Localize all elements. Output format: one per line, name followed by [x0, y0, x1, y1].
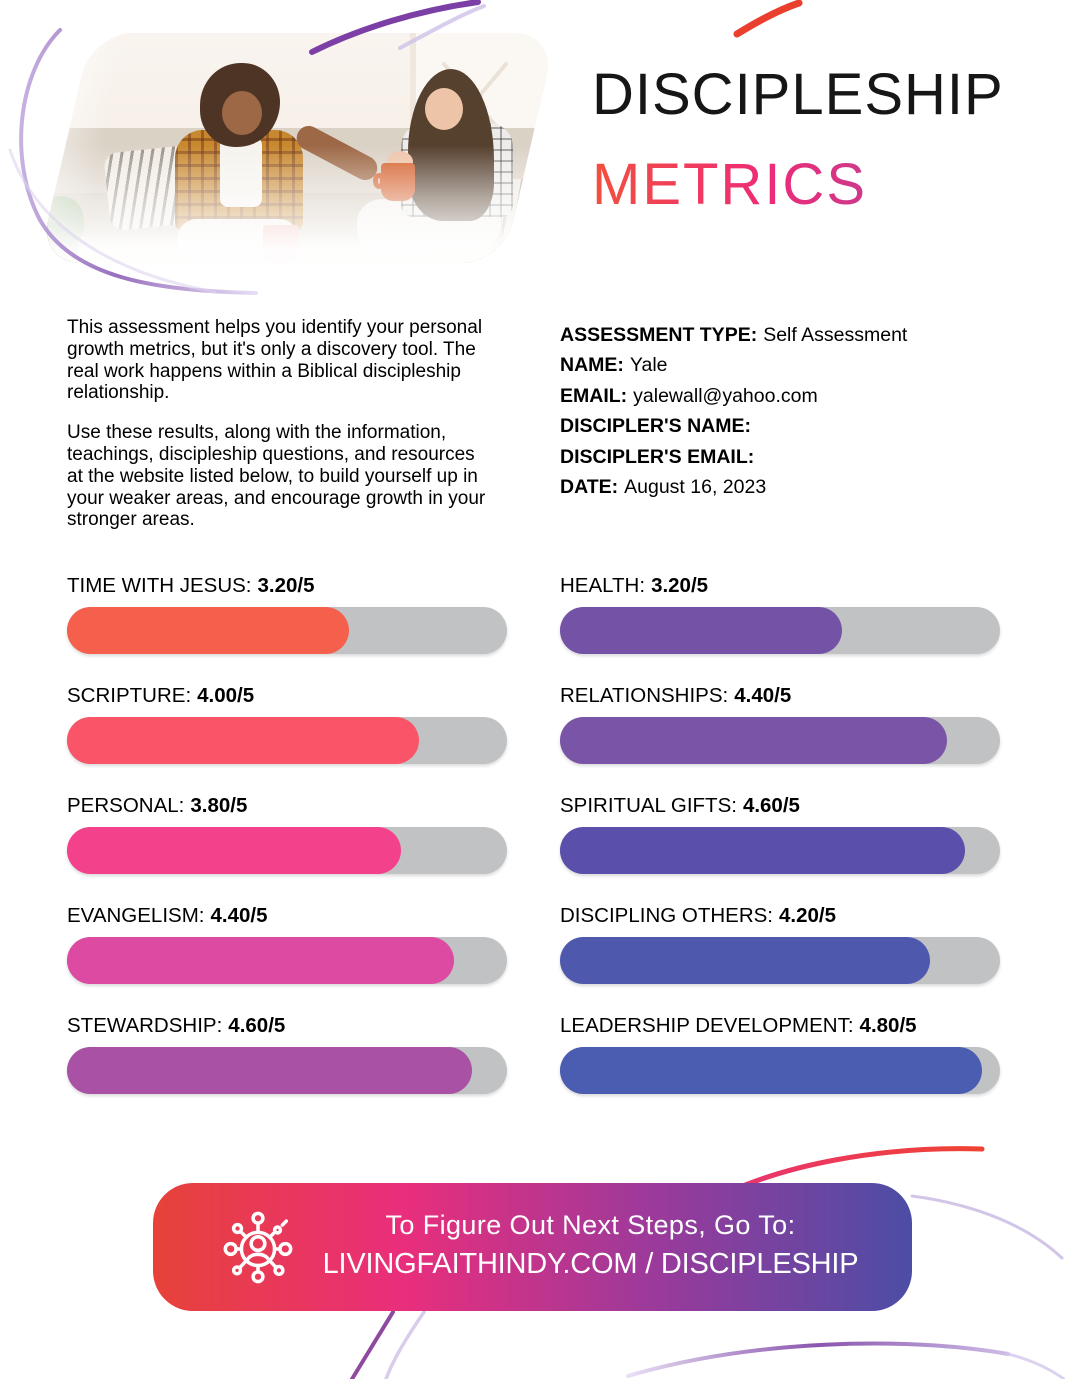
metric-progress-track [67, 937, 507, 984]
photo-woman-left-face [222, 91, 262, 135]
metric-score: 4.00/5 [197, 684, 255, 707]
detail-row-assessment-type: ASSESSMENT TYPE: Self Assessment [560, 324, 908, 346]
metric-progress-track [67, 717, 507, 764]
photo-woman-right-face [425, 88, 463, 130]
metric-time-with-jesus: TIME WITH JESUS: 3.20/5 [67, 573, 507, 683]
metric-progress-fill [560, 827, 965, 874]
metric-score: 4.60/5 [228, 1014, 286, 1037]
metric-score: 3.20/5 [651, 574, 709, 597]
metric-stewardship: STEWARDSHIP: 4.60/5 [67, 1013, 507, 1123]
intro-paragraph-1: This assessment helps you identify your personal growth metrics, but it's only a discovery tool. The real work happens within a Biblical discipleship relationship. [67, 317, 483, 404]
metric-progress-track [560, 607, 1000, 654]
metric-progress-track [560, 827, 1000, 874]
title-discipleship: DISCIPLESHIP [592, 62, 1004, 127]
metric-score: 4.40/5 [734, 684, 792, 707]
next-steps-banner[interactable] [153, 1183, 912, 1311]
detail-row-discipler-name: DISCIPLER'S NAME: [560, 415, 751, 438]
metric-spiritual-gifts: SPIRITUAL GIFTS: 4.60/5 [560, 793, 1000, 903]
metric-progress-fill [67, 607, 349, 654]
metric-progress-fill [560, 607, 842, 654]
metric-progress-fill [560, 937, 930, 984]
metric-progress-fill [67, 717, 419, 764]
metric-score: 4.40/5 [210, 904, 268, 927]
metric-progress-track [560, 717, 1000, 764]
intro-text [67, 317, 487, 531]
detail-row-name: NAME: Yale [560, 354, 668, 377]
metric-health: HEALTH: 3.20/5 [560, 573, 1000, 683]
intro-paragraph-2: Use these results, along with the information, teachings, discipleship questions, and resources at the website listed below, to build yourself up in your weaker areas, and encourage growth in your stronger areas. [67, 422, 486, 531]
people-network-icon [219, 1208, 297, 1286]
title-metrics: METRICS [592, 154, 1004, 216]
banner-text [297, 1208, 912, 1286]
metric-progress-track [560, 1047, 1000, 1094]
metric-evangelism: EVANGELISM: 4.40/5 [67, 903, 507, 1013]
detail-row-date: DATE: August 16, 2023 [560, 476, 767, 499]
metric-score: 4.20/5 [779, 904, 837, 927]
metric-progress-track [67, 607, 507, 654]
metric-progress-track [67, 1047, 507, 1094]
metric-progress-track [67, 827, 507, 874]
metric-progress-track [560, 937, 1000, 984]
metric-scripture: SCRIPTURE: 4.00/5 [67, 683, 507, 793]
metric-score: 4.60/5 [742, 794, 800, 817]
detail-row-discipler-email: DISCIPLER'S EMAIL: [560, 445, 755, 468]
banner-cta-text: To Figure Out Next Steps, Go To: [385, 1210, 796, 1240]
assessment-details [560, 320, 1020, 502]
metric-score: 3.80/5 [190, 794, 248, 817]
header-photo [38, 33, 556, 263]
detail-row-email: EMAIL: yalewall@yahoo.com [560, 384, 818, 407]
metric-progress-fill [560, 1047, 982, 1094]
metric-score: 3.20/5 [257, 574, 315, 597]
metric-progress-fill [67, 1047, 472, 1094]
metrics-column-right [560, 573, 1000, 1123]
page-title [592, 64, 1004, 216]
metric-leadership-development: LEADERSHIP DEVELOPMENT: 4.80/5 [560, 1013, 1000, 1123]
banner-url-text[interactable]: LIVINGFAITHINDY.COM / DISCIPLESHIP [322, 1248, 859, 1280]
photo-white-fade [38, 33, 155, 263]
metric-relationships: RELATIONSHIPS: 4.40/5 [560, 683, 1000, 793]
metric-personal: PERSONAL: 3.80/5 [67, 793, 507, 903]
metric-score: 4.80/5 [859, 1014, 917, 1037]
metric-progress-fill [67, 937, 454, 984]
metric-progress-fill [67, 827, 401, 874]
metric-progress-fill [560, 717, 947, 764]
metrics-column-left [67, 573, 507, 1123]
photo-scene [38, 33, 556, 263]
metric-discipling-others: DISCIPLING OTHERS: 4.20/5 [560, 903, 1000, 1013]
